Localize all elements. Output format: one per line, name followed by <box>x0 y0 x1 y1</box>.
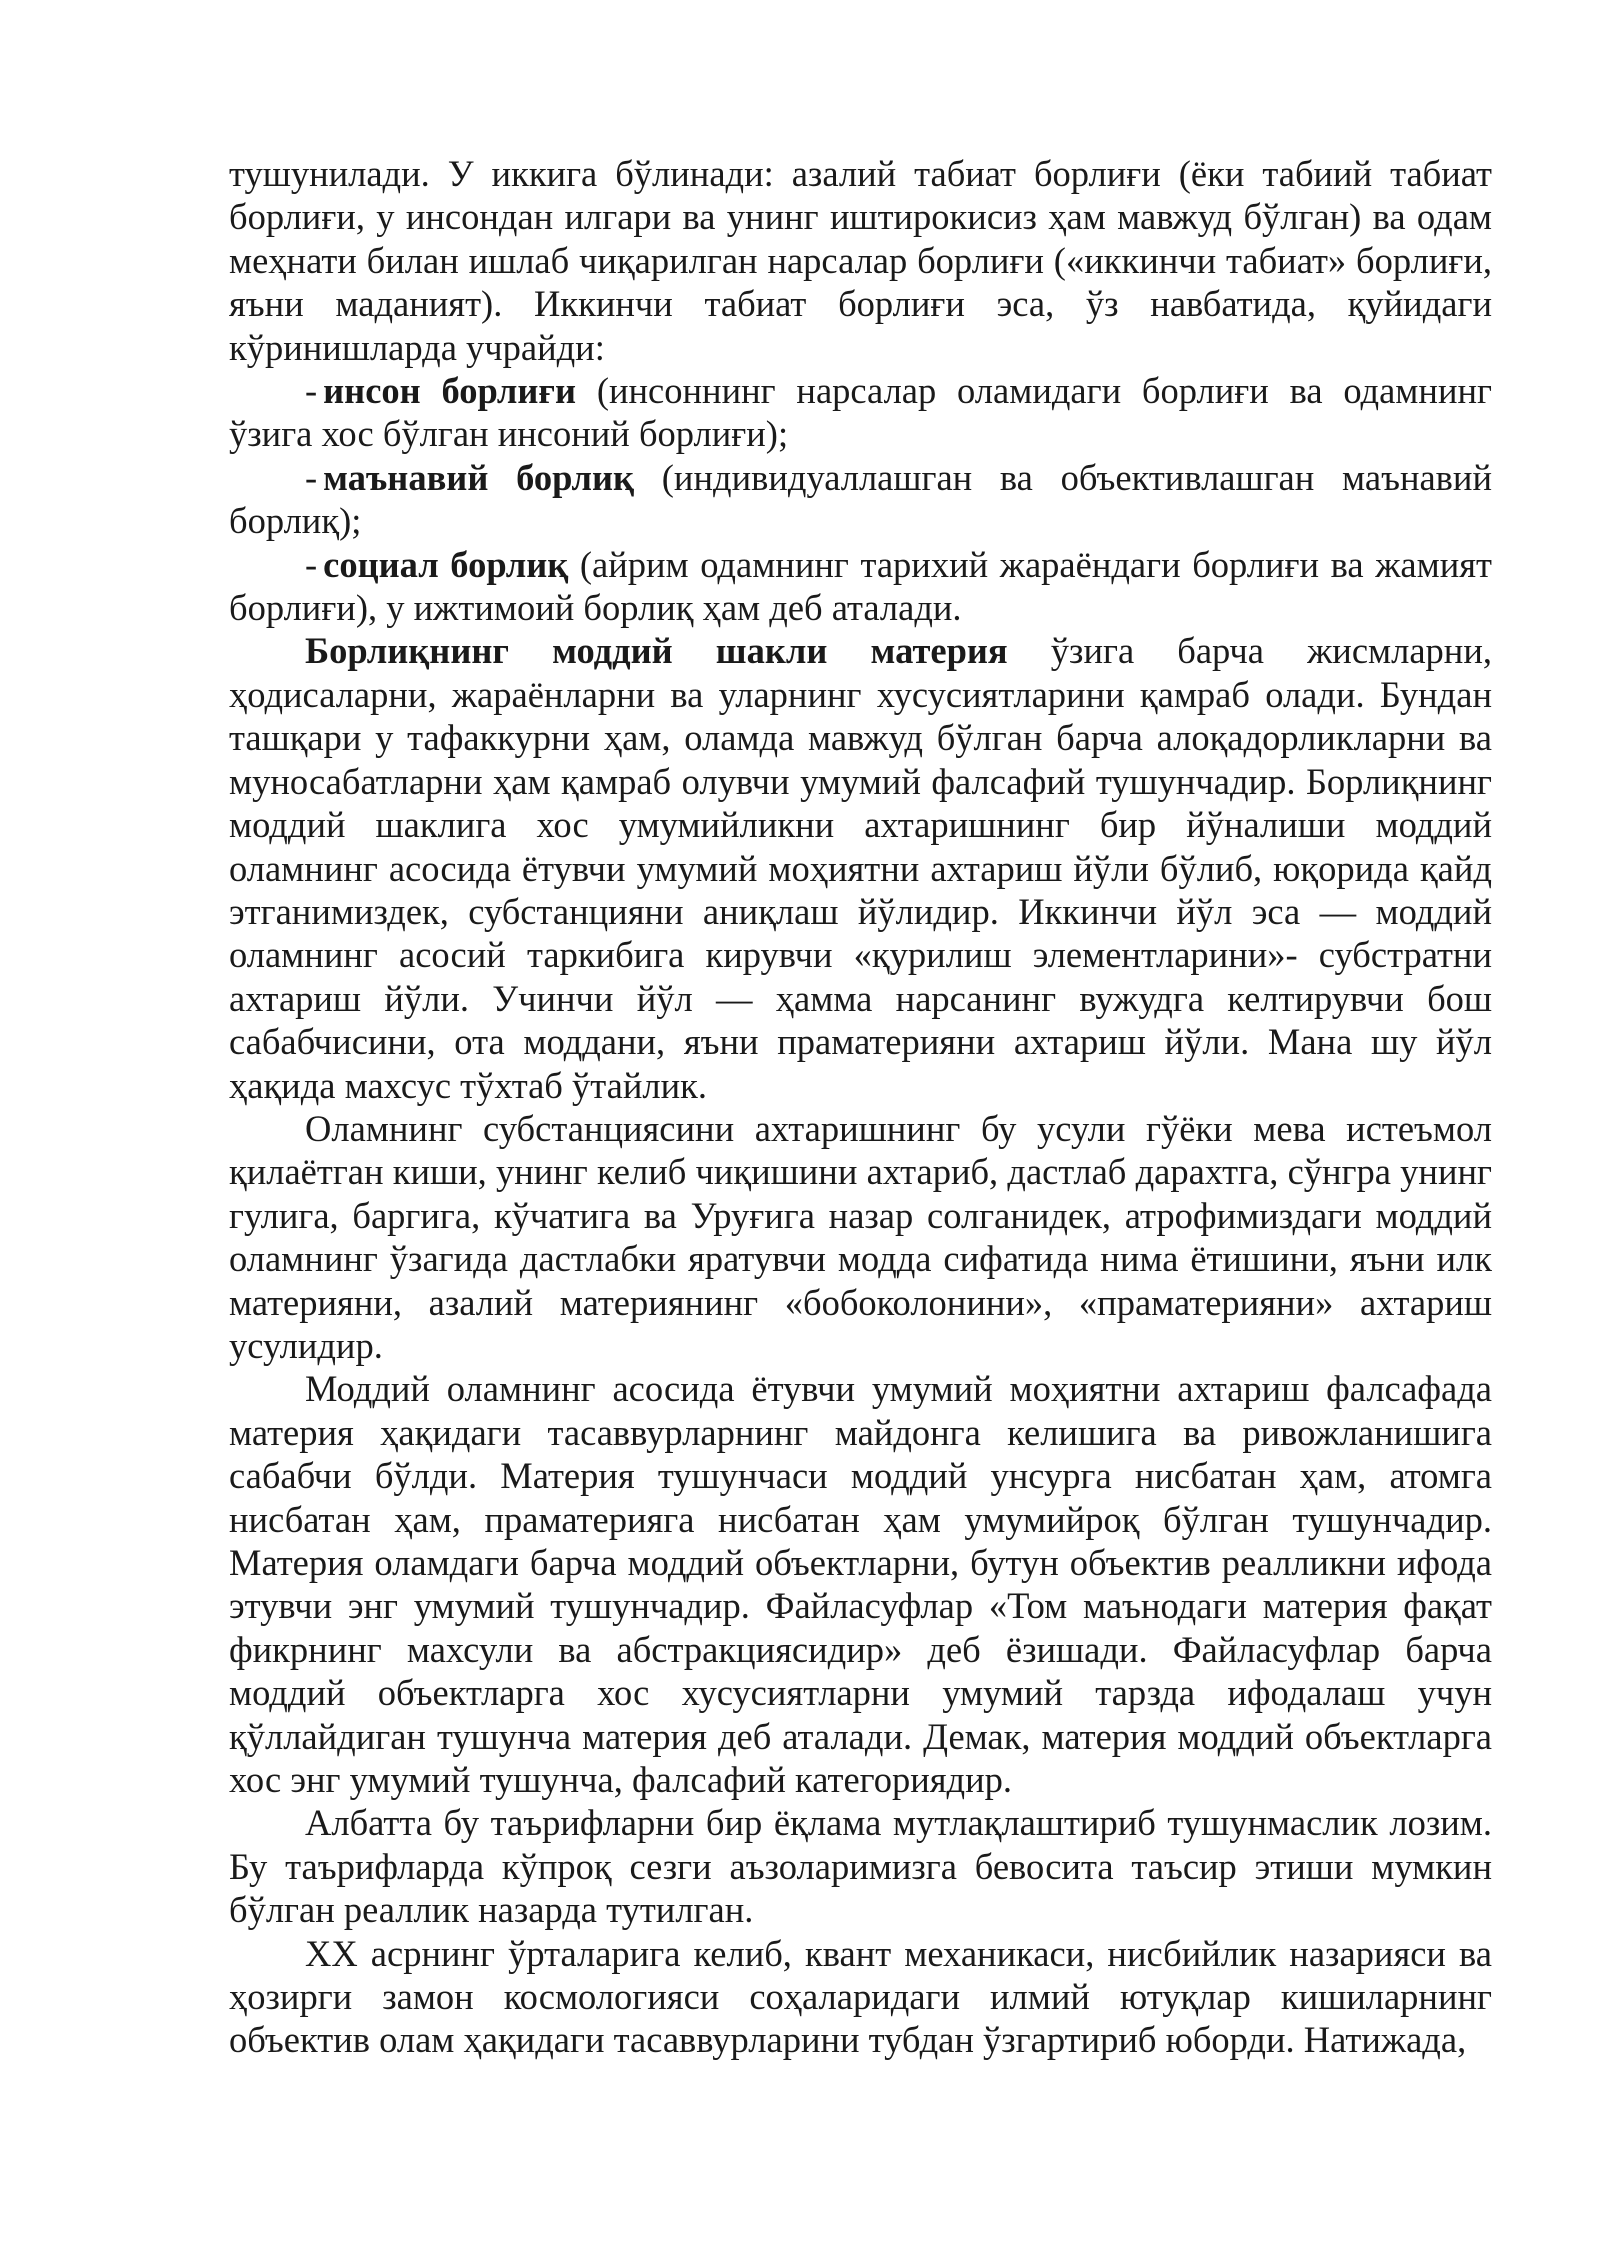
list-dash: - <box>305 456 318 498</box>
document-page <box>229 152 1492 2062</box>
term-spiritual-existence: маънавий борлиқ <box>323 456 635 498</box>
paragraph-matter-form <box>229 629 1492 1106</box>
definition-human-existence: (инсоннинг нарсалар оламидаги борлиғи ва одамнинг ўзига хос бўлган инсоний борлиғи); <box>229 370 1492 455</box>
term-matter-form: Борлиқнинг моддий шакли материя <box>305 630 1008 672</box>
paragraph-twentieth-century: XX асрнинг ўрталарига келиб, квант механикаси, нисбийлик назарияси ва ҳозирги замон космологияси соҳаларидаги илмий ютуқлар кишиларнинг объектив олам ҳақидаги тасаввурларини тубдан ўзгартириб юборди. Натижада, <box>229 1932 1492 2061</box>
paragraph-matter-form-body: ўзига барча жисмларни, ҳодисаларни, жараёнларни ва уларнинг хусусиятларини қамраб олади. Бундан ташқари у тафаккурни ҳам, оламда мавжуд бўлган барча алоқадорликларни ва муносабатларни ҳам қамраб олувчи умумий фалсафий тушунчадир. Борлиқнинг моддий шаклига хос умумийликни ахтаришнинг бир йўналиши моддий оламнинг асосида ётувчи умумий моҳиятни ахтариш йўли бўлиб, юқорида қайд этганимиздек, субстанцияни аниқлаш йўлидир. Иккинчи йўл эса — моддий оламнинг асосий таркибига кирувчи «қурилиш элементларини»- субстратни ахтариш йўли. Учинчи йўл — ҳамма нарсанинг вужудга келтирувчи бош сабабчисини, ота моддани, яъни праматерияни ахтариш йўли. Мана шу йўл ҳақида махсус тўхтаб ўтайлик. <box>229 630 1492 1106</box>
list-dash: - <box>305 543 318 585</box>
list-item-spiritual-existence <box>229 456 1492 543</box>
paragraph-substance-method: Оламнинг субстанциясини ахтаришнинг бу усули гўёки мева истеъмол қилаётган киши, унинг келиб чиқишини ахтариб, дастлаб дарахтга, сўнгра унинг гулига, баргига, кўчатига ва Уруғига назар солганидек, атрофимиздаги моддий оламнинг ўзагида дастлабки яратувчи модда сифатида нима ётишини, яъни илк материяни, азалий материянинг «бобоколонини», «праматерияни» ахтариш усулидир. <box>229 1107 1492 1366</box>
paragraph-matter-concept: Моддий оламнинг асосида ётувчи умумий моҳиятни ахтариш фалсафада материя ҳақидаги тасаввурларнинг майдонга келишига ва ривожланишига сабабчи бўлди. Материя тушунчаси моддий унсурга нисбатан ҳам, атомга нисбатан ҳам, праматерияга нисбатан ҳам умумийроқ бўлган тушунчадир. Материя оламдаги барча моддий объектларни, бутун объектив реалликни ифода этувчи энг умумий тушунчадир. Файласуфлар «Том маънодаги материя фақат фикрнинг махсули ва абстракциясидир» деб ёзишади. Файласуфлар барча моддий объектларга хос хусусиятларни умумий тарзда ифодалаш учун қўллайдиган тушунча материя деб аталади. Демак, материя моддий объектларга хос энг умумий тушунча, фалсафий категориядир. <box>229 1368 1492 1801</box>
definition-social-existence: (айрим одамнинг тарихий жараёндаги борлиғи ва жамият борлиғи), у ижтимоий борлиқ ҳам деб аталади. <box>229 543 1492 629</box>
list-item-human-existence <box>229 369 1492 456</box>
definition-spiritual-existence: (индивидуаллашган ва объективлашган маънавий борлиқ); <box>229 456 1492 542</box>
paragraph-intro: тушунилади. У иккига бўлинади: азалий табиат борлиғи (ёки табиий табиат борлиғи, у инсондан илгари ва унинг иштирокисиз ҳам мавжуд бўлган) ва одам меҳнати билан ишлаб чиқарилган нарсалар борлиғи («иккинчи табиат» борлиғи, яъни маданият). Иккинчи табиат борлиғи эса, ўз навбатида, қуйидаги кўринишларда учрайди: <box>229 153 1492 368</box>
list-dash: - <box>305 370 318 412</box>
term-social-existence: социал борлиқ <box>323 543 569 585</box>
list-item-social-existence <box>229 543 1492 630</box>
term-human-existence: инсон борлиғи <box>323 370 577 412</box>
paragraph-definitions-caution: Албатта бу таърифларни бир ёқлама мутлақлаштириб тушунмаслик лозим. Бу таърифларда кўпроқ сезги аъзоларимизга бевосита таъсир этиши мумкин бўлган реаллик назарда тутилган. <box>229 1802 1492 1931</box>
